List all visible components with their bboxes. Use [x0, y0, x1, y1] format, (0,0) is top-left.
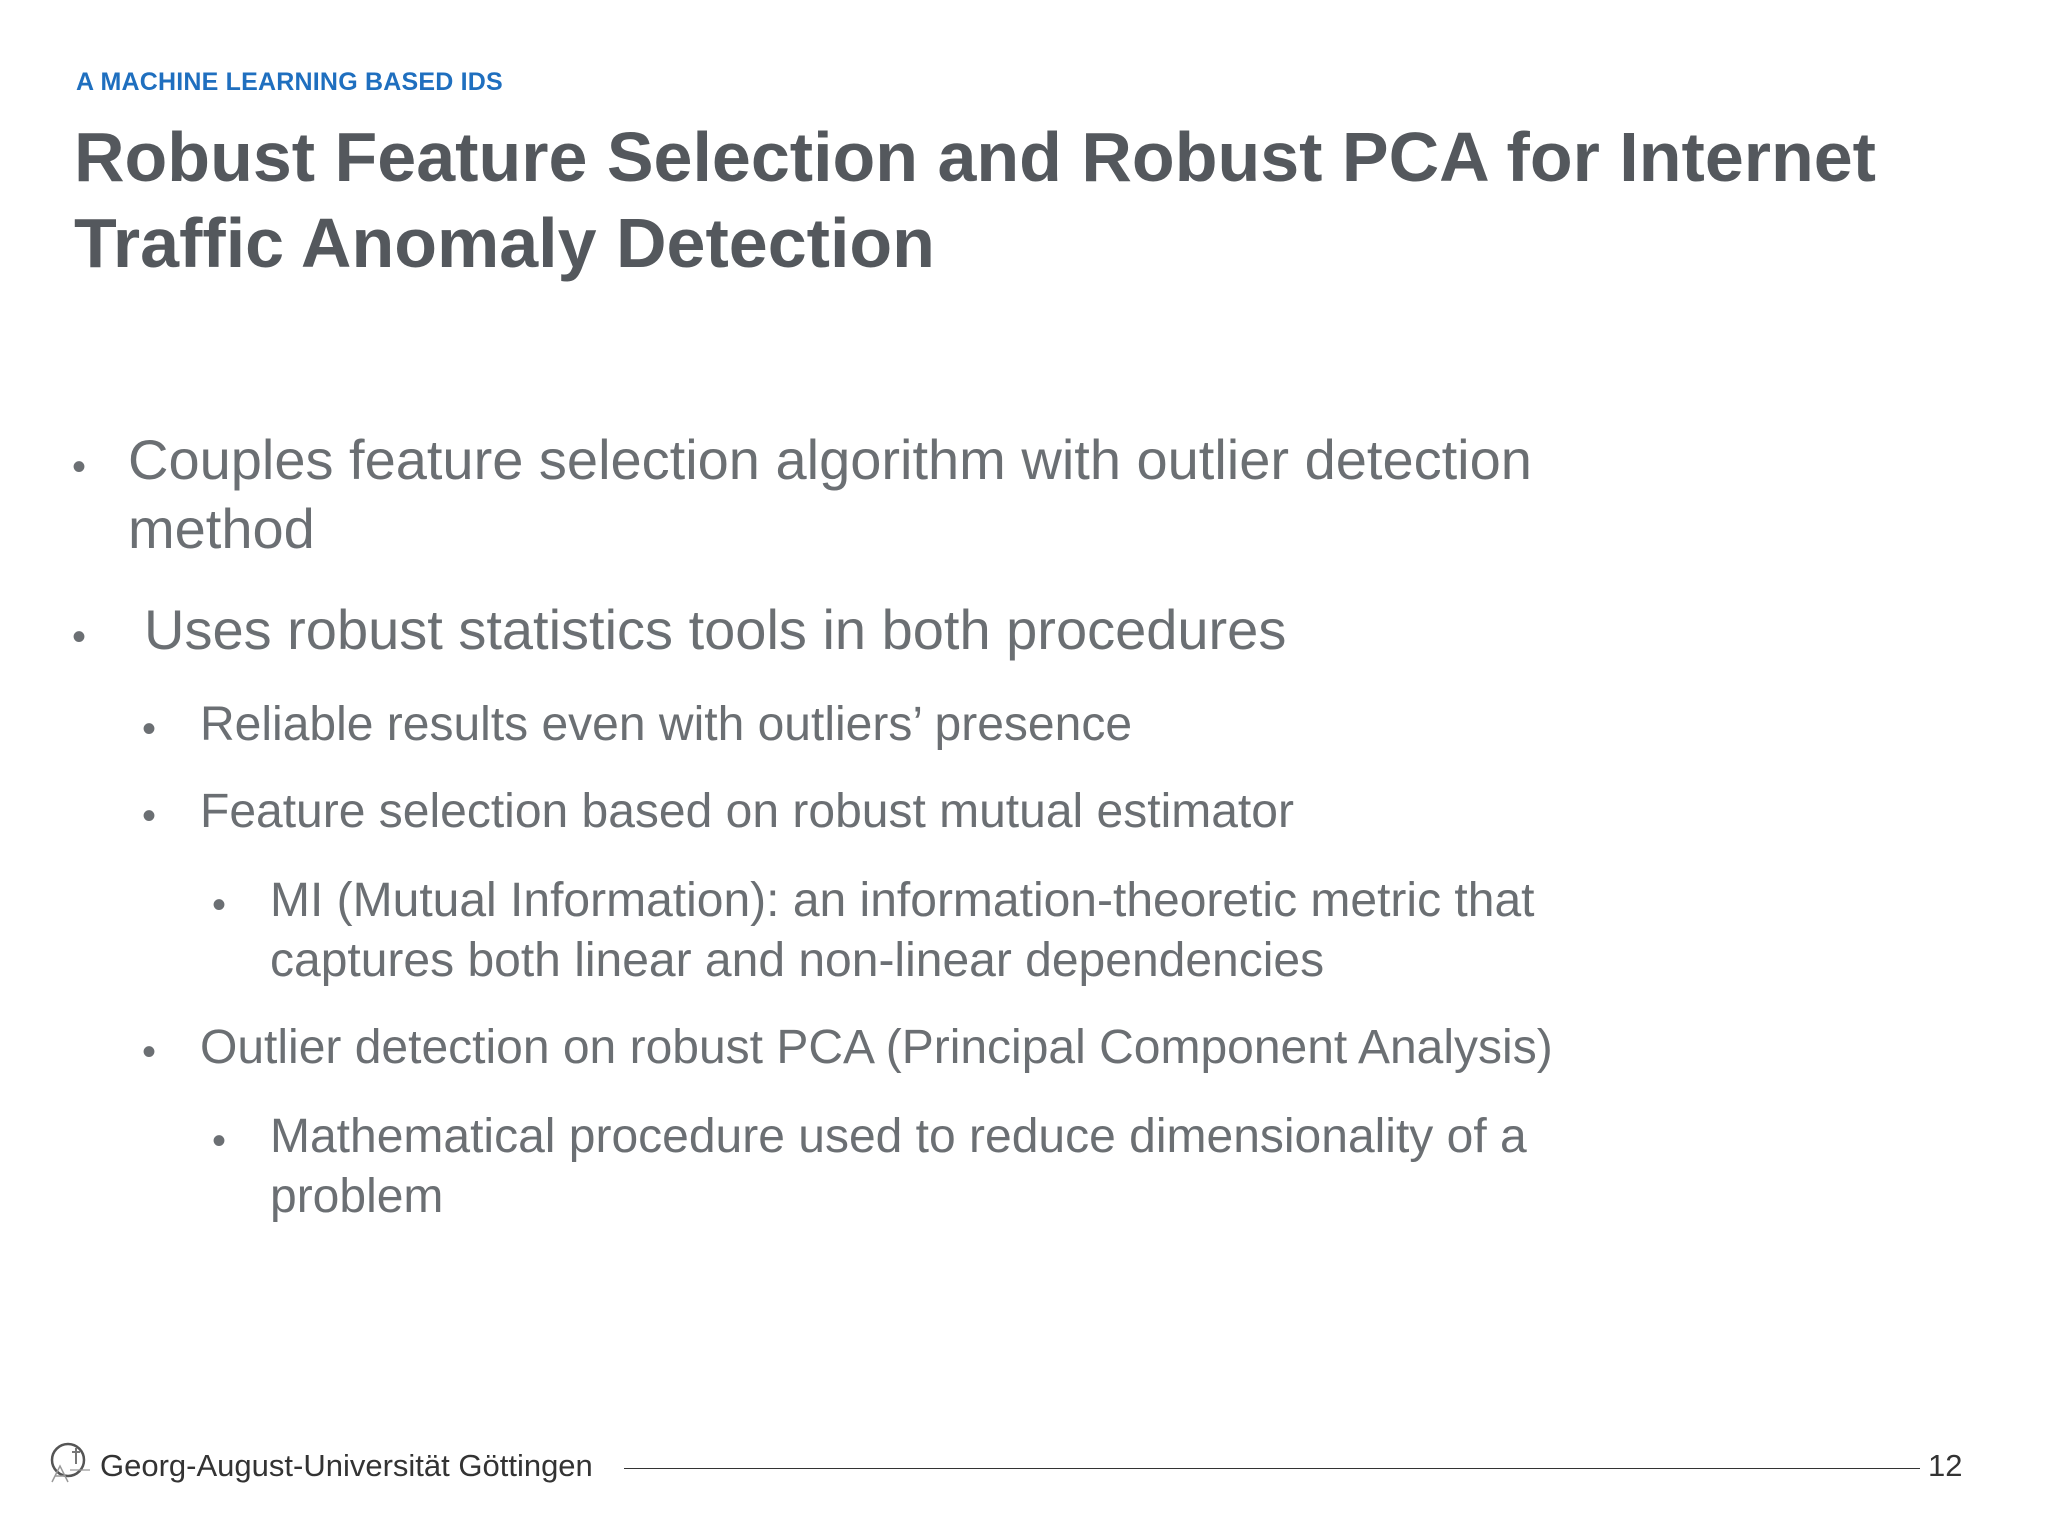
bullet-text: MI (Mutual Information): an information-theoretic metric that captures both linear and non-linear dependencies [270, 874, 1535, 987]
bullet-text: Mathematical procedure used to reduce dimensionality of a problem [270, 1110, 1527, 1223]
bullet-text: Reliable results even with outliers’ presence [200, 698, 1133, 751]
section-label: A MACHINE LEARNING BASED IDS [76, 68, 503, 96]
slide-title: Robust Feature Selection and Robust PCA for Internet Traffic Anomaly Detection [74, 118, 1876, 282]
footer-divider [624, 1468, 1920, 1469]
bullet-dot-icon: • [212, 883, 227, 927]
university-seal-icon [46, 1440, 96, 1486]
bullet-dot-icon: • [142, 707, 157, 751]
bullet-dot-icon: • [142, 794, 157, 838]
bullet-item [72, 595, 1664, 664]
bullet-text: Feature selection based on robust mutual estimator [200, 785, 1294, 838]
bullet-text: Couples feature selection algorithm with outlier detection method [128, 428, 1532, 560]
bullet-item [142, 782, 1700, 842]
bullet-item [72, 425, 1648, 563]
bullet-item [212, 871, 1650, 991]
bullet-dot-icon: • [212, 1119, 227, 1163]
bullet-dot-icon: • [142, 1030, 157, 1074]
bullet-item [142, 695, 1700, 755]
bullet-text: Uses robust statistics tools in both procedures [144, 598, 1287, 661]
footer [0, 1440, 2048, 1500]
footer-university-name: Georg-August-Universität Göttingen [100, 1448, 593, 1483]
page-number: 12 [1928, 1448, 1963, 1483]
bullet-dot-icon: • [72, 445, 87, 489]
bullet-text: Outlier detection on robust PCA (Principal Component Analysis) [200, 1021, 1553, 1074]
bullet-item [212, 1107, 1650, 1227]
bullet-dot-icon: • [72, 615, 87, 659]
bullet-item [142, 1018, 1800, 1078]
